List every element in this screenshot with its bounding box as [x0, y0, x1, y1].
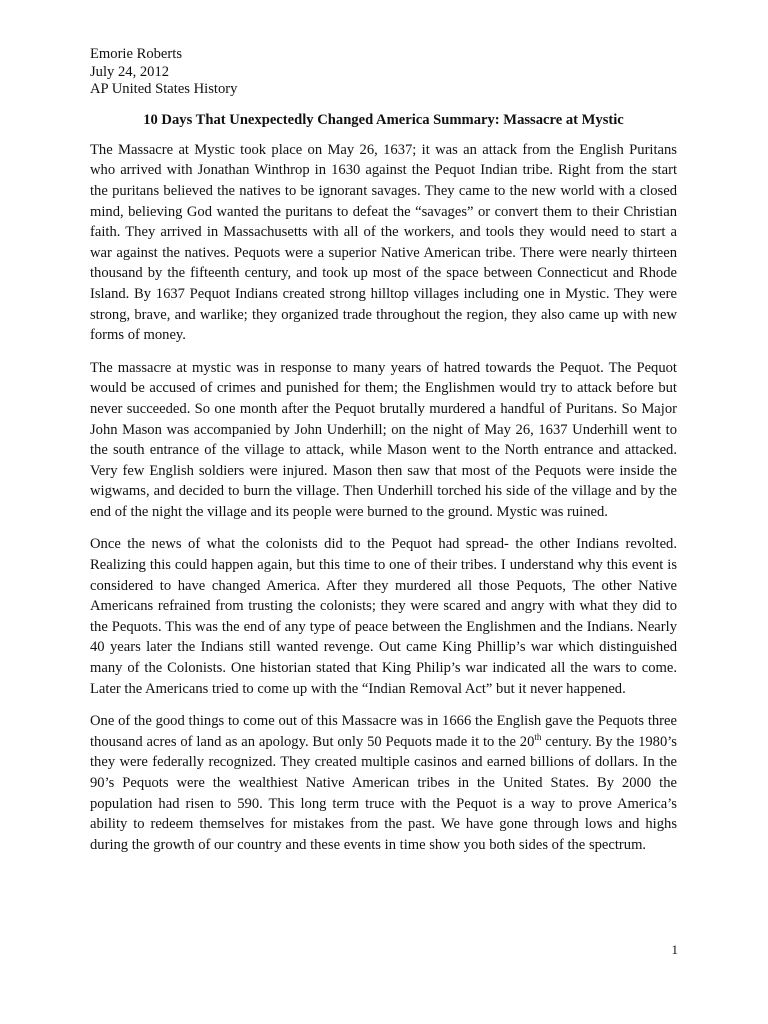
ordinal-superscript: th — [534, 731, 542, 742]
author-name: Emorie Roberts — [90, 46, 183, 62]
paragraph-3: Once the news of what the colonists did to the Pequot had spread- the other Indians revolted. Realizing this could happen again, but this time to one of their tribes. I understand why this event is considered to have changed America. After they murdered all those Pequots, The other Native Americans refrained from trusting the colonists; they were scared and angry with what they did to the Pequots. This was the end of any type of peace between the Englishmen and the Indians. Nearly 40 years later the Indians still wanted revenge. Out came King Phillip’s war which distinguished many of the Colonists. One historian stated that King Philip’s war indicated all the wars to come. Later the Americans tried to come up with the “Indian Removal Act” but it never happened. — [90, 536, 677, 697]
paragraph-4-part-1: One of the good things to come out of this Massacre was in 1666 the English gave the Pequots three thousand acres of land as an apology. But only 50 Pequots made it to the 20 — [90, 713, 677, 750]
paragraph-4 — [90, 711, 677, 855]
page-number: 1 — [671, 942, 678, 957]
paragraph-2: The massacre at mystic was in response to many years of hatred towards the Pequot. The Pequot would be accused of crimes and punished for them; the Englishmen would try to attack before but never succeeded. So one month after the Pequot brutally murdered a handful of Puritans. So Major John Mason was accompanied by John Underhill; on the night of May 26, 1637 Underhill went to the south entrance of the village to attack, while Mason went to the North entrance and attacked. Very few English soldiers were injured. Mason then saw that most of the Pequots were inside the wigwams, and decided to burn the village. Then Underhill torched his side of the village and by the end of the night the village and its people were burned to the ground. Mystic was ruined. — [90, 359, 677, 520]
paragraph-4-part-2: century. By the 1980’s they were federally recognized. They created multiple casinos and earned billions of dollars. In the 90’s Pequots were the wealthiest Native American tribes in the United States. By 2000 the population had risen to 590. This long term truce with the Pequot is a way to prove America’s ability to redeem themselves for mistakes from the past. We have gone through lows and highs during the growth of our country and these events in time show you both sides of the spectrum. — [90, 733, 677, 853]
document-title: 10 Days That Unexpectedly Changed America Summary: Massacre at Mystic — [143, 111, 624, 128]
paragraph-1: The Massacre at Mystic took place on May 26, 1637; it was an attack from the English Puritans who arrived with Jonathan Winthrop in 1630 against the Pequot Indian tribe. Right from the start the puritans believed the natives to be ignorant savages. They came to the new world with a closed mind, believing God wanted the puritans to defeat the “savages” or convert them to their Christian faith. They arrived in Massachusetts with all of the workers, and tools they would need to start a war against the natives. Pequots were a superior Native American tribe. There were nearly thirteen thousand by the fifteenth century, and took up most of the space between Connecticut and Rhode Island. By 1637 Pequot Indians created strong hilltop villages including one in Mystic. They were strong, brave, and warlike; they organized trade throughout the region, they also came up with new forms of money. — [90, 141, 677, 344]
document-date: July 24, 2012 — [90, 63, 170, 80]
document-page — [90, 46, 677, 867]
course-name: AP United States History — [90, 81, 238, 98]
